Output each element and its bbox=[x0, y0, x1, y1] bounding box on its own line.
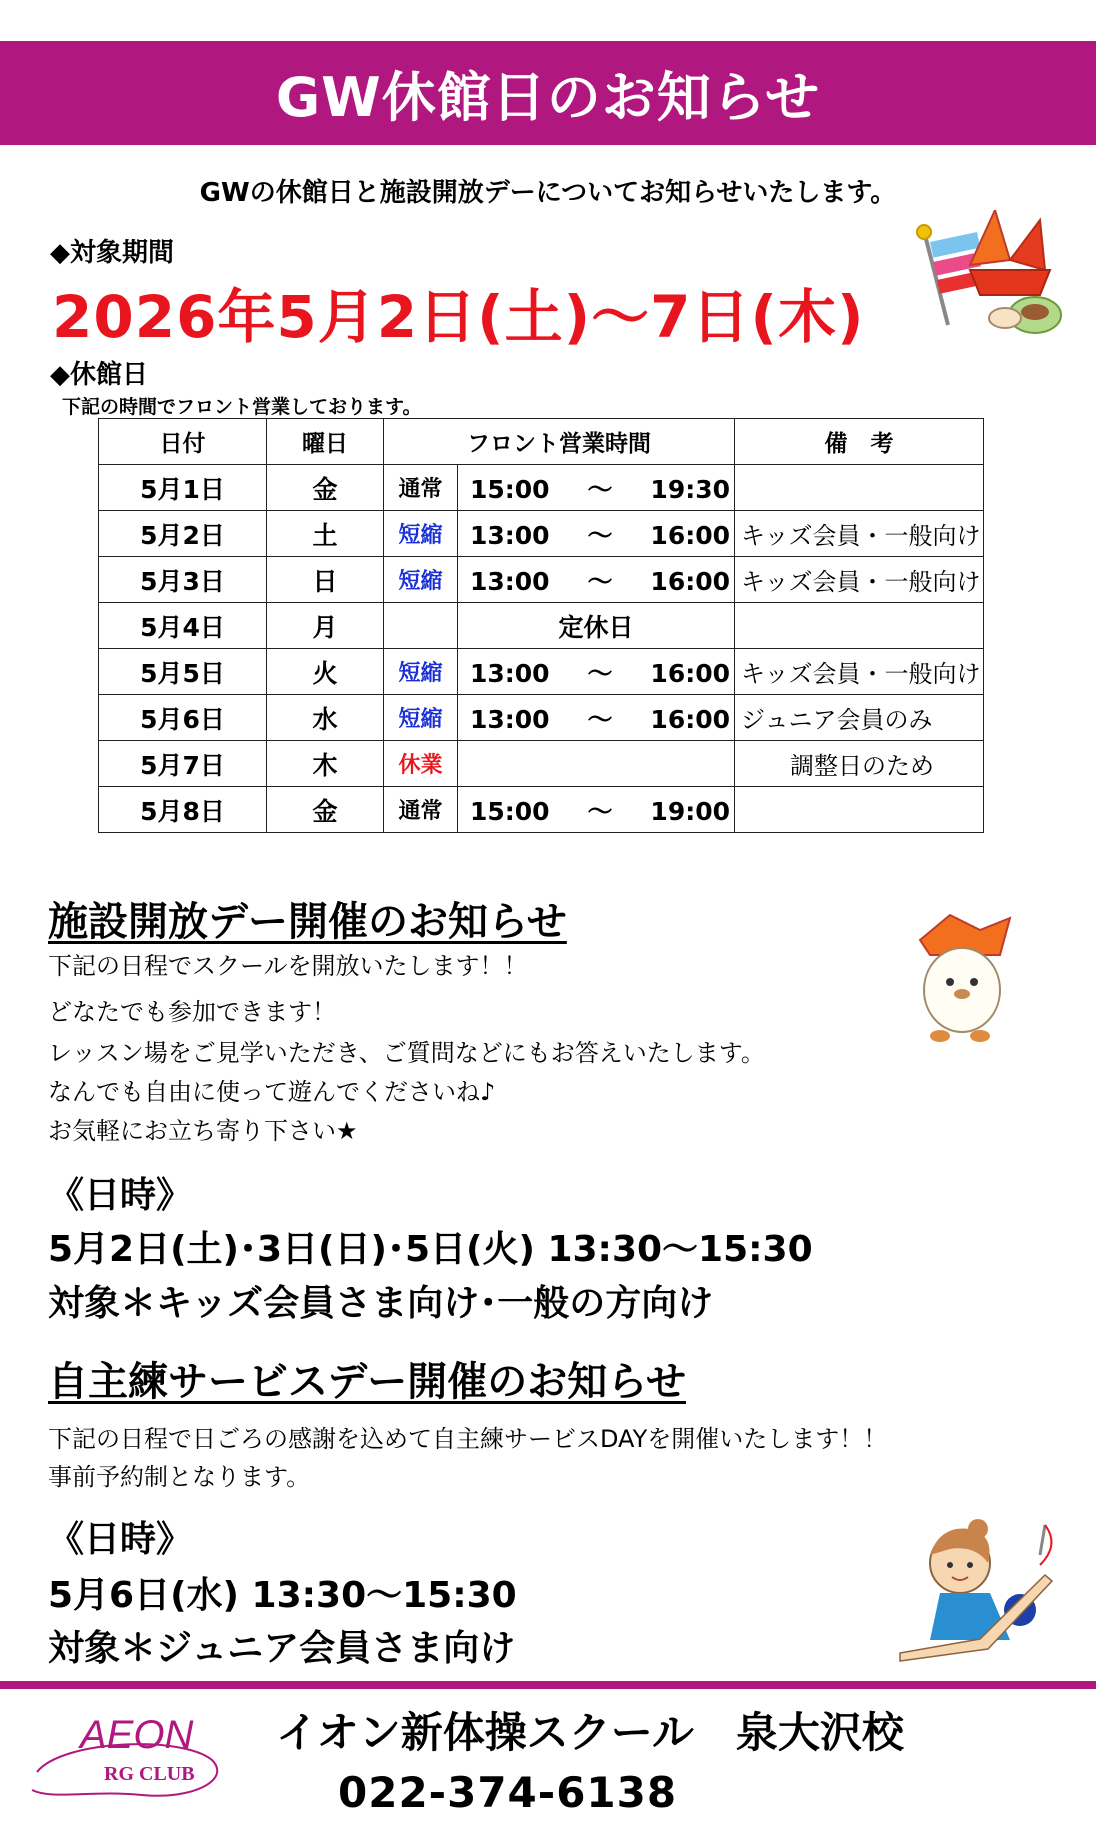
table-row bbox=[99, 511, 984, 557]
gymnast-illustration-icon bbox=[870, 1515, 1070, 1665]
table-row bbox=[99, 649, 984, 695]
practice-day-line-1: 下記の日程で日ごろの感謝を込めて自主練サービスDAYを開催いたします！！ bbox=[48, 1425, 888, 1453]
row-hours bbox=[458, 695, 735, 741]
logo-main-text: AEON bbox=[80, 1713, 194, 1757]
row-start-time: 13:00 bbox=[470, 520, 550, 550]
open-day-line-3: レッスン場をご見学いただき、ご質問などにもお答えいたします。 bbox=[48, 1039, 765, 1067]
open-day-line-5: お気軽にお立ち寄り下さい★ bbox=[48, 1117, 358, 1145]
row-date: 5月3日 bbox=[99, 557, 267, 603]
row-hours-type: 短縮 bbox=[384, 695, 458, 741]
row-day: 水 bbox=[267, 695, 384, 741]
row-hours bbox=[458, 787, 735, 833]
row-hours-type: 短縮 bbox=[384, 557, 458, 603]
logo-swirl-icon bbox=[22, 1700, 232, 1810]
open-day-line-4: なんでも自由に使って遊んでくださいね♪ bbox=[48, 1078, 496, 1106]
row-end-time: 16:00 bbox=[650, 520, 730, 550]
row-remark: キッズ会員・一般向け bbox=[735, 649, 984, 695]
logo-sub-text: RG CLUB bbox=[104, 1763, 195, 1785]
kabuto-illustration-icon bbox=[900, 210, 1070, 340]
row-hours bbox=[458, 557, 735, 603]
row-hours-type: 休業 bbox=[384, 741, 458, 787]
row-day: 日 bbox=[267, 557, 384, 603]
row-date: 5月7日 bbox=[99, 741, 267, 787]
row-time-separator: ～ bbox=[587, 520, 613, 550]
row-remark bbox=[735, 465, 984, 511]
row-time-separator: ～ bbox=[587, 566, 613, 596]
table-row bbox=[99, 787, 984, 833]
school-phone: 022-374-6138 bbox=[338, 1768, 678, 1817]
footer-divider bbox=[0, 1681, 1096, 1689]
row-hours-type: 短縮 bbox=[384, 649, 458, 695]
practice-day-title: 自主練サービスデー開催のお知らせ bbox=[48, 1359, 686, 1405]
col-header-hours: フロント営業時間 bbox=[384, 419, 735, 465]
row-date: 5月6日 bbox=[99, 695, 267, 741]
table-row bbox=[99, 465, 984, 511]
practice-day-when-label: 《日時》 bbox=[48, 1519, 193, 1560]
row-date: 5月5日 bbox=[99, 649, 267, 695]
row-hours-type: 通常 bbox=[384, 465, 458, 511]
row-start-time: 15:00 bbox=[470, 474, 550, 504]
table-row bbox=[99, 557, 984, 603]
row-start-time: 13:00 bbox=[470, 704, 550, 734]
period-label: ◆対象期間 bbox=[50, 238, 174, 268]
table-row bbox=[99, 741, 984, 787]
row-day: 月 bbox=[267, 603, 384, 649]
col-header-remarks: 備 考 bbox=[735, 419, 984, 465]
practice-day-when: 5月6日(水) 13:30～15:30 bbox=[48, 1575, 517, 1616]
row-date: 5月8日 bbox=[99, 787, 267, 833]
title-banner bbox=[0, 41, 1096, 145]
row-day: 土 bbox=[267, 511, 384, 557]
row-remark: 調整日のため bbox=[735, 741, 984, 787]
row-date: 5月1日 bbox=[99, 465, 267, 511]
open-day-when-label: 《日時》 bbox=[48, 1175, 193, 1216]
row-time-separator: ～ bbox=[587, 658, 613, 688]
row-hours-type: 通常 bbox=[384, 787, 458, 833]
aeon-logo bbox=[22, 1700, 232, 1810]
row-date: 5月4日 bbox=[99, 603, 267, 649]
row-remark bbox=[735, 787, 984, 833]
bird-character-icon bbox=[900, 910, 1030, 1045]
schedule-table bbox=[98, 418, 984, 833]
open-day-title: 施設開放デー開催のお知らせ bbox=[48, 899, 567, 945]
table-row bbox=[99, 695, 984, 741]
row-start-time: 13:00 bbox=[470, 658, 550, 688]
page-title: GW休館日のお知らせ bbox=[275, 65, 821, 129]
row-date: 5月2日 bbox=[99, 511, 267, 557]
table-row bbox=[99, 603, 984, 649]
intro-text: GWの休館日と施設開放デーについてお知らせいたします。 bbox=[199, 178, 897, 208]
row-end-time: 19:00 bbox=[650, 796, 730, 826]
row-day: 金 bbox=[267, 465, 384, 511]
row-hours-type: 短縮 bbox=[384, 511, 458, 557]
row-end-time: 16:00 bbox=[650, 704, 730, 734]
school-name: イオン新体操スクール 泉大沢校 bbox=[276, 1708, 904, 1757]
col-header-day: 曜日 bbox=[267, 419, 384, 465]
row-hours bbox=[458, 465, 735, 511]
row-remark: ジュニア会員のみ bbox=[735, 695, 984, 741]
row-end-time: 16:00 bbox=[650, 658, 730, 688]
row-hours-note: 定休日 bbox=[458, 603, 735, 649]
row-day: 金 bbox=[267, 787, 384, 833]
open-day-line-1: 下記の日程でスクールを開放いたします！！ bbox=[48, 952, 528, 980]
row-time-separator: ～ bbox=[587, 474, 613, 504]
closed-note: 下記の時間でフロント営業しております。 bbox=[62, 396, 422, 418]
row-hours bbox=[458, 511, 735, 557]
row-remark: キッズ会員・一般向け bbox=[735, 557, 984, 603]
row-end-time: 16:00 bbox=[650, 566, 730, 596]
row-time-separator: ～ bbox=[587, 704, 613, 734]
row-end-time: 19:30 bbox=[650, 474, 730, 504]
period-value: 2026年5月2日(土)～7日(木) bbox=[52, 283, 865, 351]
row-day: 木 bbox=[267, 741, 384, 787]
table-header-row bbox=[99, 419, 984, 465]
row-remark: キッズ会員・一般向け bbox=[735, 511, 984, 557]
row-start-time: 15:00 bbox=[470, 796, 550, 826]
open-day-target: 対象＊キッズ会員さま向け･一般の方向け bbox=[48, 1283, 714, 1324]
practice-day-line-2: 事前予約制となります。 bbox=[48, 1463, 311, 1491]
open-day-line-2: どなたでも参加できます！ bbox=[48, 998, 336, 1026]
practice-day-target: 対象＊ジュニア会員さま向け bbox=[48, 1628, 516, 1669]
row-hours-type bbox=[384, 603, 458, 649]
row-hours bbox=[458, 741, 735, 787]
row-remark bbox=[735, 603, 984, 649]
row-hours bbox=[458, 649, 735, 695]
row-start-time: 13:00 bbox=[470, 566, 550, 596]
row-day: 火 bbox=[267, 649, 384, 695]
closed-label: ◆休館日 bbox=[50, 360, 148, 390]
col-header-date: 日付 bbox=[99, 419, 267, 465]
open-day-when: 5月2日(土)･3日(日)･5日(火) 13:30～15:30 bbox=[48, 1229, 813, 1270]
row-time-separator: ～ bbox=[587, 796, 613, 826]
